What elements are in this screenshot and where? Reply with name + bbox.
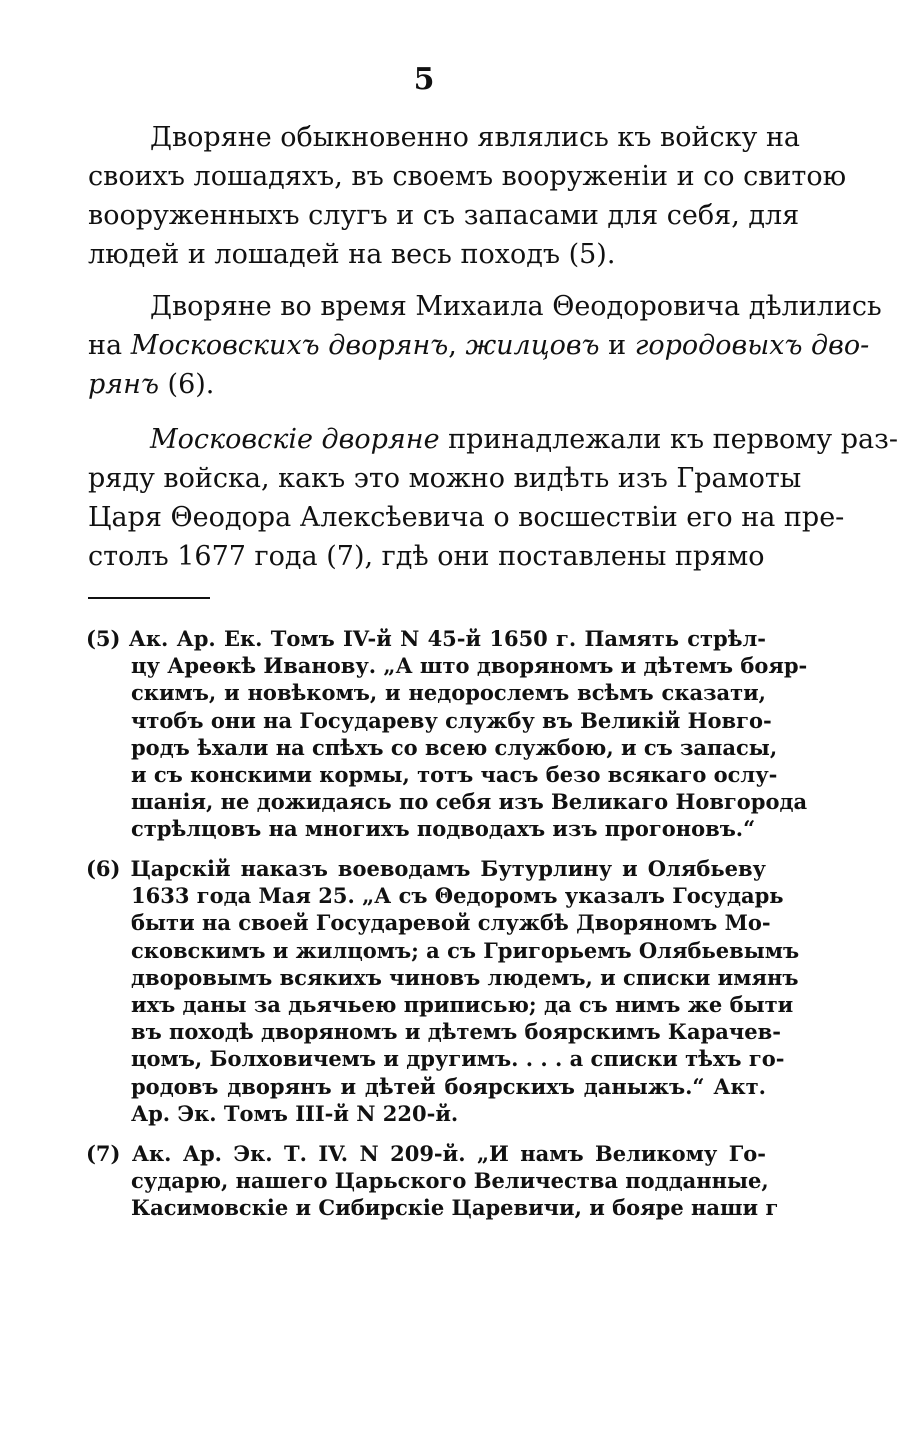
footnote-line: скимъ, и новѣкомъ, и недорослемъ всѣмъ сказати,	[131, 680, 766, 706]
italic-term: жилцовъ	[465, 330, 600, 361]
footnote-line: Касимовскіе и Сибирскіе Царевичи, и бояре наши г	[131, 1195, 779, 1221]
paragraph-line: Царя Θеодора Алексѣевича о восшествіи его на пре-	[88, 502, 845, 533]
text-run: принадлежали къ первому раз-	[439, 424, 898, 455]
footnote-line: родовъ дворянъ и дѣтей боярскихъ даныжъ.“ Акт.	[131, 1073, 766, 1099]
paragraph-line	[88, 420, 898, 459]
footnote-line: сударю, нашего Царьского Величества подданные,	[131, 1168, 769, 1194]
footnote-separator	[88, 597, 210, 599]
page-number: 5	[413, 62, 435, 97]
footnote-line: шанія, не дожидаясь по себя изъ Великаго Новгорода	[131, 789, 808, 815]
footnote-6	[86, 855, 800, 1127]
paragraph-2	[88, 287, 882, 404]
italic-term: рянъ	[88, 369, 159, 400]
footnote-line: дворовымъ всякихъ чиновъ людемъ, и списки имянъ	[131, 964, 799, 990]
footnote-line: цомъ, Болховичемъ и другимъ. . . . а списки тѣхъ го-	[131, 1046, 785, 1072]
paragraph-line: людей и лошадей на весь походъ (5).	[88, 239, 616, 270]
paragraph-line: ряду войска, какъ это можно видѣть изъ Грамоты	[88, 463, 802, 494]
footnote-line: 1633 года Мая 25. „А съ Θедоромъ указалъ Государь	[131, 883, 784, 909]
footnote-line: быти на своей Государевой службѣ Дворяномъ Мо-	[131, 910, 771, 936]
footnote-line: родъ ѣхали на спѣхъ со всею службою, и съ запасы,	[131, 734, 778, 760]
footnote-line: Ар. Эк. Томъ III-й N 220-й.	[131, 1100, 459, 1126]
footnote-line: сковскимъ и жилцомъ; а съ Григорьемъ Олябьевымъ	[131, 937, 800, 963]
paragraph-3	[88, 420, 898, 576]
text-run: ,	[448, 330, 466, 361]
paragraph-line: своихъ лошадяхъ, въ своемъ вооруженіи и со свитою	[88, 161, 847, 192]
footnote-line: и съ конскими кормы, тотъ часъ безо всякаго ослу-	[131, 762, 778, 788]
paragraph-line: Дворяне обыкновенно являлись къ войску на	[150, 122, 801, 153]
footnote-line: чтобъ они на Государеву службу въ Великій Новго-	[131, 707, 772, 733]
text-run: на	[88, 330, 131, 361]
paragraph-line: столъ 1677 года (7), гдѣ они поставлены прямо	[88, 541, 765, 572]
footnote-line: ихъ даны за дьячьею приписью; да съ нимъ же быти	[131, 992, 794, 1018]
paragraph-line: вооруженныхъ слугъ и съ запасами для себя, для	[88, 200, 800, 231]
italic-term: Московскихъ дворянъ	[130, 330, 449, 361]
footnote-line: стрѣлцовъ на многихъ подводахъ изъ прогоновъ.“	[131, 816, 756, 842]
italic-term: Московскіе дворяне	[150, 424, 440, 455]
paragraph-line: Дворяне во время Михаила Θеодоровича дѣлились	[150, 291, 882, 322]
footnote-line: (6) Царскій наказъ воеводамъ Бутурлину и Олябьеву	[86, 856, 766, 881]
paragraph-line	[88, 326, 870, 365]
paragraph-1	[88, 118, 847, 274]
footnote-line: въ походѣ дворяномъ и дѣтемъ боярскимъ Карачев-	[131, 1019, 781, 1045]
text-run: и	[599, 330, 635, 361]
paragraph-line	[88, 365, 763, 404]
footnote-line: цу Ареѳкѣ Иванову. „А што дворяномъ и дѣтемъ бояр-	[131, 653, 808, 679]
footnote-5	[86, 625, 808, 843]
italic-term: городовыхъ дво-	[634, 330, 870, 361]
footnote-line: (5) Ак. Ар. Ек. Томъ IV-й N 45-й 1650 г. Память стрѣл-	[86, 626, 766, 651]
footnote-7	[86, 1140, 779, 1222]
text-run: (6).	[158, 369, 215, 400]
footnote-line: (7) Ак. Ар. Эк. Т. IV. N 209-й. „И намъ Великому Го-	[86, 1141, 766, 1166]
